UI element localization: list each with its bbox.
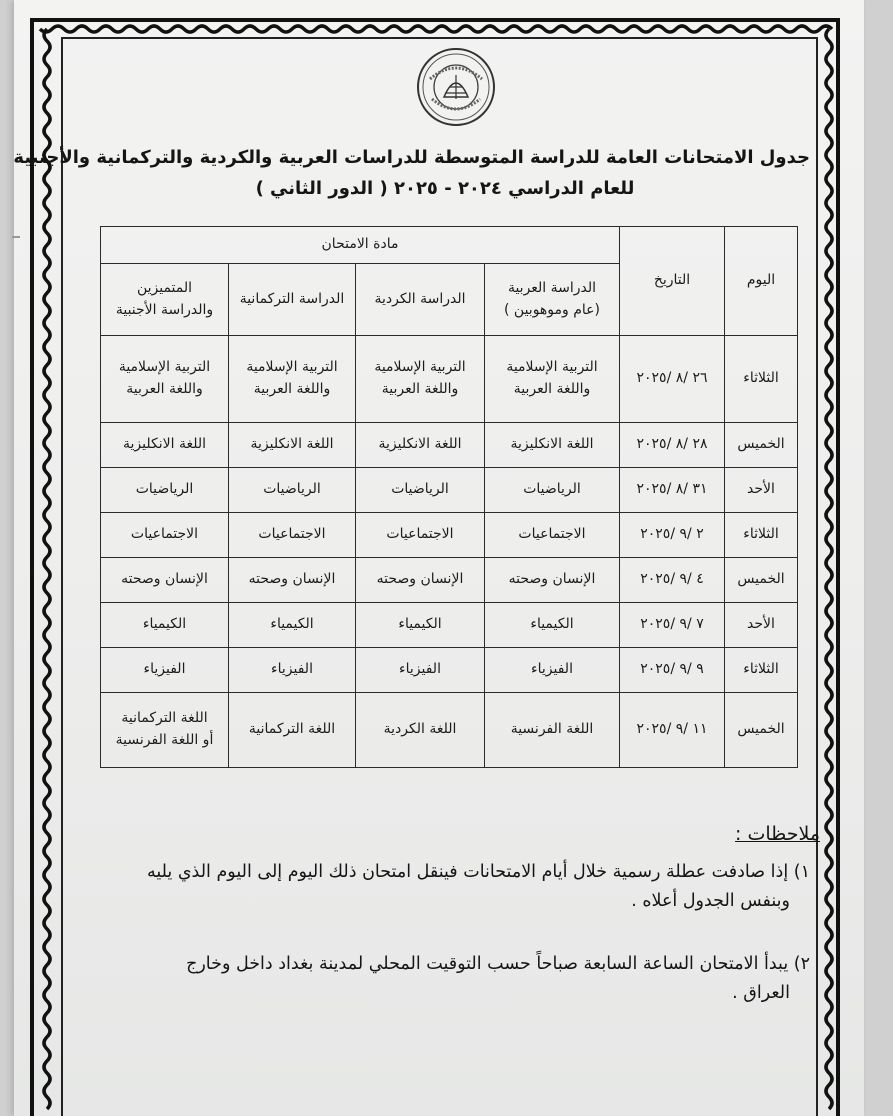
table-row [101, 336, 798, 423]
header-turkmen-stream: الدراسة التركمانية [229, 264, 356, 336]
exam-schedule-table [100, 226, 798, 768]
cell-turkmen-line: الكيمياء [270, 616, 314, 633]
cell-day-text: الخميس [737, 571, 785, 588]
header-subject: مادة الامتحان [101, 227, 620, 264]
header-arabic-line1: الدراسة العربية [507, 279, 597, 296]
header-arabic-stream [485, 264, 620, 336]
cell-kurdish-line: اللغة الكردية [383, 721, 457, 738]
cell-kurdish [356, 603, 485, 648]
cell-kurdish [356, 468, 485, 513]
table-row [101, 603, 798, 648]
cell-foreign-line: الاجتماعيات [130, 526, 199, 543]
cell-arabic [485, 336, 620, 423]
cell-kurdish [356, 513, 485, 558]
table-row [101, 513, 798, 558]
note-1-line-1: ١) إذا صادفت عطلة رسمية خلال أيام الامتحانات فينقل امتحان ذلك اليوم إلى اليوم الذي يليه [146, 862, 810, 882]
cell-day [725, 513, 798, 558]
cell-foreign [101, 558, 229, 603]
cell-turkmen-line: الفيزياء [271, 661, 313, 678]
cell-kurdish-line: الكيمياء [398, 616, 442, 633]
table-row [101, 558, 798, 603]
cell-turkmen [229, 336, 356, 423]
cell-arabic-line: واللغة العربية [513, 381, 591, 397]
note-1 [80, 858, 810, 916]
page-subtitle: للعام الدراسي ٢٠٢٤ - ٢٠٢٥ ( الدور الثاني ) [255, 178, 635, 199]
header-foreign-line2: والدراسة الأجنبية [115, 301, 214, 318]
cell-day [725, 468, 798, 513]
header-kurdish-stream: الدراسة الكردية [356, 264, 485, 336]
cell-turkmen-line: الرياضيات [263, 481, 321, 498]
note-2 [80, 950, 810, 1008]
cell-date [620, 693, 725, 768]
table-row [101, 648, 798, 693]
cell-day-text: الأحد [747, 616, 775, 633]
page-title: جدول الامتحانات العامة للدراسة المتوسطة للدراسات العربية والكردية والتركمانية والأجنبية [13, 147, 810, 168]
note-2-line-1: ٢) يبدأ الامتحان الساعة السابعة صباحاً حسب التوقيت المحلي لمدينة بغداد داخل وخارج [186, 954, 810, 974]
cell-arabic-line: الكيمياء [530, 616, 574, 633]
cell-day [725, 423, 798, 468]
cell-arabic-line: التربية الإسلامية [506, 359, 598, 376]
cell-kurdish-line: الفيزياء [399, 661, 441, 678]
table-body [101, 336, 798, 768]
header-foreign-line1: المتميزين [136, 279, 193, 296]
cell-date-text: ٧ /٩ /٢٠٢٥ [640, 616, 704, 633]
cell-foreign [101, 336, 229, 423]
cell-arabic [485, 423, 620, 468]
cell-day-text: الأحد [747, 481, 775, 498]
cell-day-text: الثلاثاء [743, 661, 779, 678]
cell-kurdish [356, 648, 485, 693]
cell-day [725, 693, 798, 768]
notes-heading-text: ملاحظات : [735, 823, 820, 845]
table-header-row [101, 227, 798, 264]
cell-arabic-line: الرياضيات [523, 481, 581, 498]
cell-foreign-line: اللغة التركمانية [121, 710, 208, 727]
cell-date-text: ٢٦ /٨ /٢٠٢٥ [636, 370, 708, 387]
cell-date [620, 558, 725, 603]
header-foreign-stream [101, 264, 229, 336]
cell-turkmen [229, 693, 356, 768]
cell-kurdish [356, 336, 485, 423]
cell-date [620, 336, 725, 423]
cell-turkmen-line: التربية الإسلامية [246, 359, 338, 376]
cell-foreign [101, 423, 229, 468]
cell-date [620, 603, 725, 648]
table-row [101, 423, 798, 468]
cell-foreign-line: اللغة الانكليزية [123, 436, 206, 453]
cell-day [725, 648, 798, 693]
cell-arabic [485, 558, 620, 603]
cell-foreign [101, 603, 229, 648]
cell-foreign [101, 513, 229, 558]
cell-foreign-line: الكيمياء [142, 616, 187, 633]
ministry-seal-logo [416, 47, 496, 127]
cell-date [620, 648, 725, 693]
cell-day [725, 603, 798, 648]
cell-turkmen [229, 468, 356, 513]
cell-kurdish [356, 693, 485, 768]
cell-foreign-line: الإنسان وصحته [121, 571, 208, 588]
cell-foreign [101, 648, 229, 693]
cell-kurdish-line: اللغة الانكليزية [378, 436, 462, 453]
cell-day-text: الثلاثاء [743, 370, 779, 387]
table-row [101, 693, 798, 768]
cell-turkmen [229, 603, 356, 648]
cell-arabic-line: اللغة الانكليزية [510, 436, 594, 453]
cell-foreign-line: الرياضيات [135, 481, 194, 498]
cell-arabic [485, 513, 620, 558]
cell-date-text: ٢٨ /٨ /٢٠٢٥ [636, 436, 708, 453]
cell-foreign-line: أو اللغة الفرنسية [115, 732, 214, 748]
cell-arabic-line: الفيزياء [531, 661, 573, 678]
cell-foreign [101, 693, 229, 768]
cell-turkmen-line: اللغة التركمانية [248, 721, 336, 738]
cell-arabic [485, 603, 620, 648]
cell-foreign [101, 468, 229, 513]
header-arabic-line2: (عام وموهوبين ) [504, 301, 600, 318]
table-row [101, 468, 798, 513]
cell-day [725, 558, 798, 603]
cell-kurdish-line: الاجتماعيات [386, 526, 454, 543]
cell-turkmen [229, 648, 356, 693]
header-date: التاريخ [620, 227, 725, 336]
header-day: اليوم [725, 227, 798, 336]
cell-turkmen [229, 423, 356, 468]
cell-turkmen-line: الإنسان وصحته [248, 571, 336, 588]
cell-date [620, 423, 725, 468]
cell-foreign-line: التربية الإسلامية [118, 359, 211, 376]
cell-day [725, 336, 798, 423]
cell-day-text: الخميس [737, 721, 785, 738]
cell-foreign-line: واللغة العربية [126, 381, 203, 397]
note-2-line-2: العراق . [732, 982, 790, 1003]
cell-date-text: ٤ /٩ /٢٠٢٥ [640, 571, 704, 588]
cell-kurdish [356, 423, 485, 468]
cell-kurdish-line: واللغة العربية [381, 381, 459, 397]
cell-arabic-line: الإنسان وصحته [508, 571, 596, 588]
cell-arabic [485, 648, 620, 693]
cell-kurdish-line: التربية الإسلامية [374, 359, 466, 376]
cell-arabic-line: الاجتماعيات [518, 526, 586, 543]
cell-arabic-line: اللغة الفرنسية [510, 721, 594, 738]
cell-arabic [485, 693, 620, 768]
cell-date-text: ٢ /٩ /٢٠٢٥ [640, 526, 704, 543]
cell-kurdish-line: الإنسان وصحته [376, 571, 464, 588]
cell-arabic [485, 468, 620, 513]
cell-date-text: ٩ /٩ /٢٠٢٥ [640, 661, 704, 678]
cell-date [620, 468, 725, 513]
cell-kurdish-line: الرياضيات [391, 481, 449, 498]
cell-date-text: ١١ /٩ /٢٠٢٥ [636, 721, 708, 738]
cell-turkmen [229, 513, 356, 558]
cell-foreign-line: الفيزياء [143, 661, 186, 678]
cell-kurdish [356, 558, 485, 603]
cell-day-text: الثلاثاء [743, 526, 779, 543]
cell-day-text: الخميس [737, 436, 785, 453]
cell-date-text: ٣١ /٨ /٢٠٢٥ [636, 481, 708, 498]
notes-heading [660, 823, 820, 845]
cell-turkmen-line: الاجتماعيات [258, 526, 326, 543]
note-1-line-2: وبنفس الجدول أعلاه . [631, 890, 790, 911]
cell-date [620, 513, 725, 558]
cell-turkmen-line: واللغة العربية [253, 381, 331, 397]
cell-turkmen-line: اللغة الانكليزية [250, 436, 334, 453]
cell-turkmen [229, 558, 356, 603]
